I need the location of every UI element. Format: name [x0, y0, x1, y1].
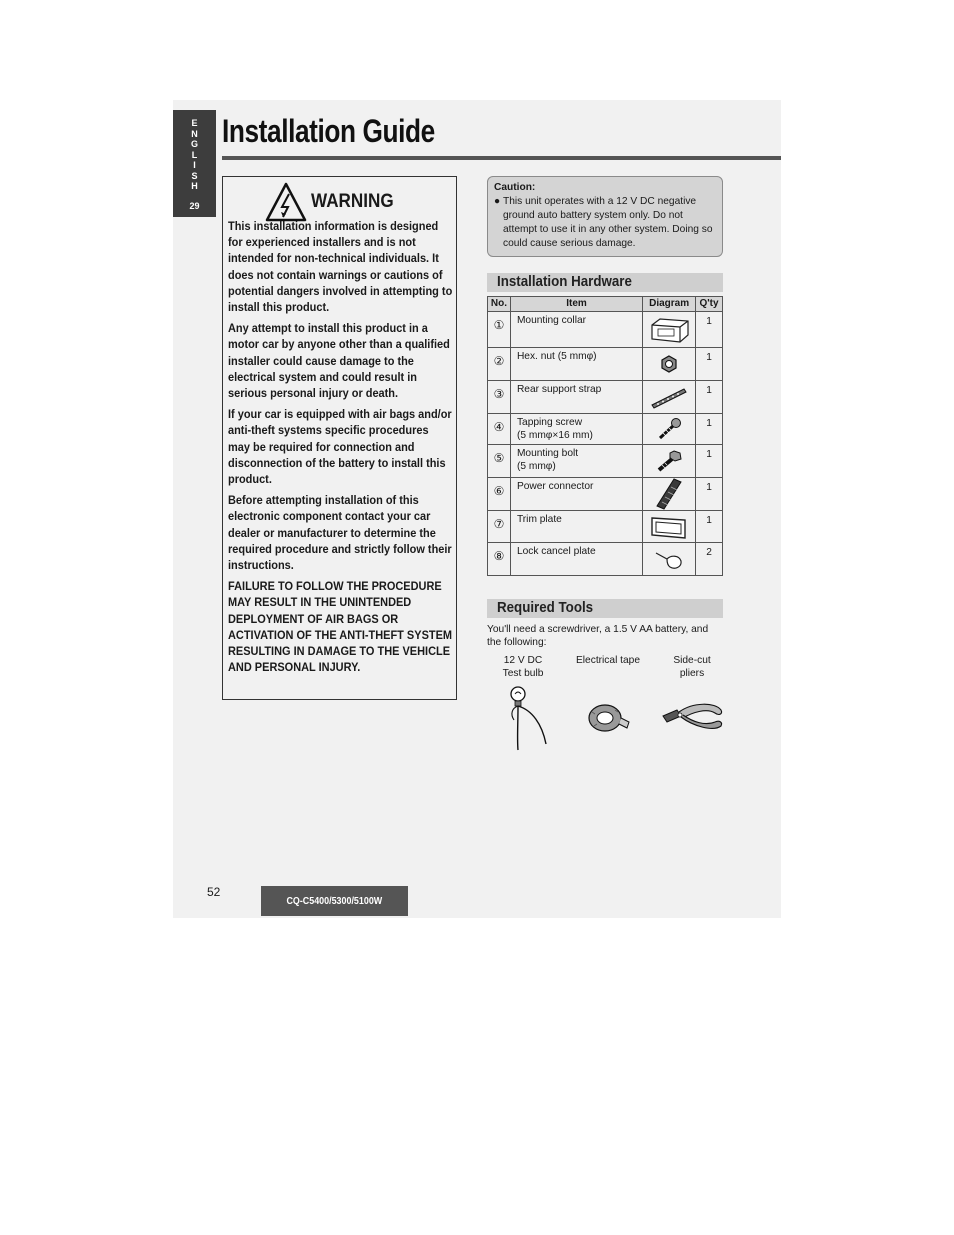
row-qty: 2: [696, 543, 723, 576]
column-header: No.: [488, 297, 511, 312]
tool-label-line: Test bulb: [502, 668, 544, 679]
model-number: CQ-C5400/5300/5100W: [286, 895, 383, 907]
warning-paragraph: Any attempt to install this product in a motor car by anyone other than a qualified installer could cause damage to the electrical system and could result in serious personal injury or death.: [228, 321, 450, 401]
row-qty: 1: [696, 381, 723, 414]
tab-letter: H: [191, 181, 198, 191]
row-item: [510, 445, 642, 478]
column-header: Item: [510, 297, 642, 312]
tool-label-pliers: [664, 654, 720, 680]
caution-box: [487, 176, 723, 257]
row-diagram: [643, 543, 696, 576]
model-number-badge: [261, 886, 408, 916]
tools-heading: [487, 599, 723, 618]
item-name: Rear support strap: [516, 384, 602, 395]
warning-body: [228, 218, 453, 680]
column-header: Q'ty: [696, 297, 723, 312]
hardware-table: [487, 296, 723, 576]
hex-nut-icon: [659, 354, 679, 374]
row-item: [510, 511, 642, 543]
table-header-row: [488, 297, 723, 312]
bullet-icon: ●: [494, 196, 501, 207]
row-item: [510, 348, 642, 381]
tab-letter: L: [191, 149, 198, 160]
warning-paragraph: This installation information is designed for experienced installers and is not intended for non-technical individuals. It does not contain warnings or cautions of potential dangers involved in attempting to install this product.: [228, 219, 453, 315]
row-diagram: [643, 312, 696, 348]
item-spec: (5 mmφ): [516, 460, 556, 472]
caution-title: Caution:: [494, 182, 536, 193]
item-name: Lock cancel plate: [516, 546, 596, 557]
section-number: 29: [189, 201, 200, 211]
row-number: ③: [488, 381, 511, 414]
item-name: Tapping screw: [516, 417, 583, 428]
item-name: Mounting collar: [516, 315, 587, 326]
row-number: ⑤: [488, 445, 511, 478]
row-diagram: [643, 478, 696, 511]
column-header: Diagram: [643, 297, 696, 312]
row-item: [510, 414, 642, 445]
item-name: Hex. nut (5 mmφ): [516, 351, 597, 362]
row-qty: 1: [696, 478, 723, 511]
warning-heading: WARNING: [311, 191, 394, 212]
row-number: ⑧: [488, 543, 511, 576]
row-item: [510, 312, 642, 348]
warning-box: [222, 176, 457, 700]
row-number: ④: [488, 414, 511, 445]
tab-letter: G: [190, 139, 198, 149]
warning-caps-paragraph: FAILURE TO FOLLOW THE PROCEDURE MAY RESULT IN THE UNINTENDED DEPLOYMENT OF AIR BAGS OR ACTIVATION OF THE ANTI-THEFT SYSTEM RESULTING IN DAMAGE TO THE VEHICLE AND PERSONAL INJURY.: [228, 579, 453, 675]
tools-intro: You'll need a screwdriver, a 1.5 V AA battery, and the following:: [487, 624, 709, 648]
row-item: [510, 381, 642, 414]
tool-label-test-bulb: [494, 654, 552, 680]
table-row: [488, 348, 723, 381]
page-number: 52: [207, 885, 221, 899]
row-item: [510, 543, 642, 576]
caution-bullet-item: [494, 195, 716, 251]
lock-cancel-plate-icon: [653, 547, 685, 571]
table-row: [488, 414, 723, 445]
test-bulb-icon: [504, 684, 552, 754]
warning-paragraph: If your car is equipped with air bags and/or anti-theft systems specific procedures may be required for connection and disconnection of the battery to install this product.: [228, 407, 452, 487]
power-connector-icon: [654, 478, 684, 510]
row-qty: 1: [696, 312, 723, 348]
tab-letter: E: [191, 118, 198, 128]
tab-letter: S: [191, 170, 198, 181]
mounting-bolt-icon: [654, 448, 684, 474]
row-qty: 1: [696, 348, 723, 381]
row-qty: 1: [696, 414, 723, 445]
page-title: Installation Guide: [222, 113, 435, 149]
hardware-heading-text: Installation Hardware: [497, 274, 632, 290]
row-number: ②: [488, 348, 511, 381]
row-diagram: [643, 511, 696, 543]
mounting-collar-icon: [648, 315, 690, 345]
item-name: Trim plate: [516, 514, 562, 525]
warning-triangle-icon: [265, 182, 307, 222]
electrical-tape-icon: [585, 698, 631, 736]
tools-heading-text: Required Tools: [497, 600, 594, 616]
table-row: [488, 312, 723, 348]
table-row: [488, 511, 723, 543]
row-qty: 1: [696, 445, 723, 478]
table-row: [488, 478, 723, 511]
support-strap-icon: [649, 385, 689, 409]
row-qty: 1: [696, 511, 723, 543]
tool-label-electrical-tape: [572, 654, 644, 667]
row-number: ⑦: [488, 511, 511, 543]
row-item: [510, 478, 642, 511]
tab-letter: N: [191, 128, 198, 139]
item-spec: (5 mmφ×16 mm): [516, 429, 593, 441]
warning-paragraph: Before attempting installation of this electronic component contact your car dealer or manufacturer to determine the required procedure and strictly follow their instructions.: [228, 493, 452, 573]
title-rule: [222, 156, 781, 160]
item-name: Mounting bolt: [516, 448, 579, 459]
caution-text: This unit operates with a 12 V DC negative ground auto battery system only. Do not attempt to use it in any other system. Doing so could cause serious damage.: [503, 196, 713, 249]
table-row: [488, 381, 723, 414]
row-number: ①: [488, 312, 511, 348]
table-row: [488, 543, 723, 576]
row-diagram: [643, 348, 696, 381]
row-number: ⑥: [488, 478, 511, 511]
trim-plate-icon: [649, 514, 689, 540]
table-row: [488, 445, 723, 478]
tool-label-line: Electrical tape: [576, 655, 640, 666]
language-tab: [173, 110, 216, 217]
hardware-heading: [487, 273, 723, 292]
row-diagram: [643, 445, 696, 478]
tapping-screw-icon: [655, 417, 683, 441]
language-tab-letters: [173, 118, 216, 192]
tool-label-line: 12 V DC: [503, 655, 543, 666]
side-cut-pliers-icon: [659, 700, 725, 738]
item-name: Power connector: [516, 481, 594, 492]
tab-letter: I: [193, 160, 196, 170]
tool-label-line: pliers: [679, 668, 705, 679]
tool-label-line: Side-cut: [673, 655, 711, 666]
warning-header: [265, 182, 403, 222]
row-diagram: [643, 381, 696, 414]
row-diagram: [643, 414, 696, 445]
